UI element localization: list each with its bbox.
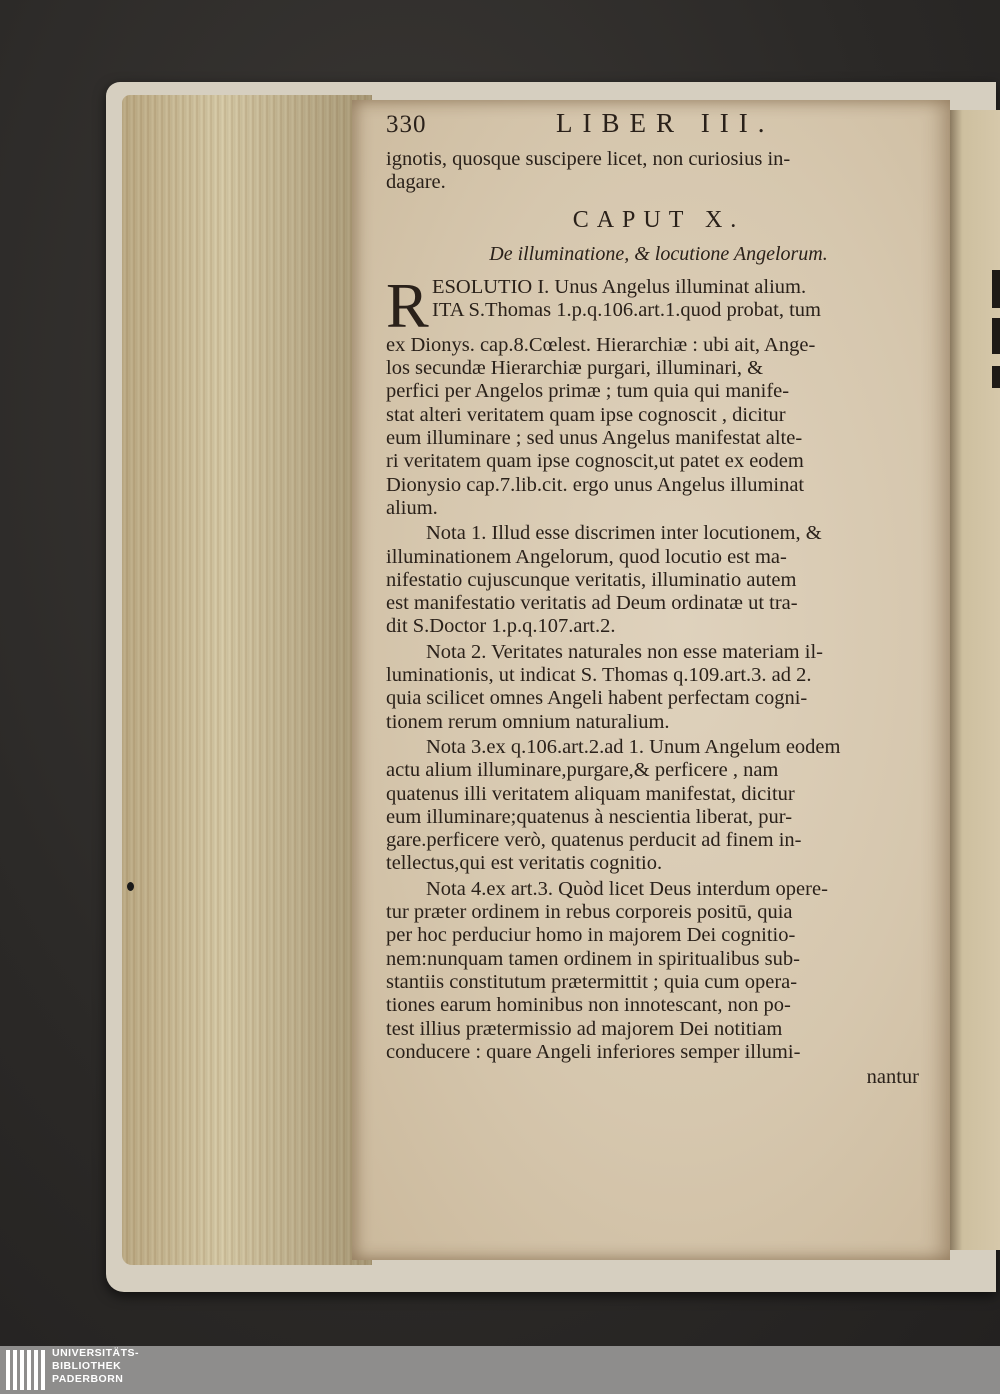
page-number: 330 xyxy=(386,111,427,138)
text-line: Dionysio cap.7.lib.cit. ergo unus Angelus illuminat xyxy=(386,473,805,496)
text-line: Nota 1. Illud esse discrimen inter locutionem, & xyxy=(426,522,822,545)
text-line: conducere : quare Angeli inferiores semper illumi- xyxy=(386,1040,801,1063)
resolutio-paragraph xyxy=(386,269,931,341)
text-line: quatenus illi veritatem aliquam manifestat, dicitur xyxy=(386,782,795,805)
text-line: Nota 3.ex q.106.art.2.ad 1. Unum Angelum eodem xyxy=(426,735,841,758)
library-name-line: PADERBORN xyxy=(52,1373,124,1385)
text-line: nem:nunquam tamen ordinem in spiritualibus sub- xyxy=(386,947,800,970)
facing-page-letter xyxy=(992,366,1000,388)
text-line: tur præter ordinem in rebus corporeis positū, quia xyxy=(386,901,793,924)
text-line: ignotis, quosque suscipere licet, non curiosius in- xyxy=(386,148,791,170)
text-line: los secundæ Hierarchiæ purgari, illuminari, & xyxy=(386,357,764,380)
continuation-paragraph xyxy=(386,148,931,195)
text-line: gare.perficere verò, quatenus perducit ad finem in- xyxy=(386,829,802,852)
nota-1-paragraph xyxy=(386,522,931,638)
text-line: tellectus,qui est veritatis cognitio. xyxy=(386,852,663,875)
text-line: ri veritatem quam ipse cognoscit,ut patet ex eodem xyxy=(386,450,804,473)
text-line: dagare. xyxy=(386,171,446,194)
text-line: tiones earum hominibus non innotescant, non po- xyxy=(386,994,791,1017)
text-line: ex Dionys. cap.8.Cœlest. Hierarchiæ : ubi ait, Ange- xyxy=(386,333,816,356)
text-line: quia scilicet omnes Angeli habent perfectam cogni- xyxy=(386,687,808,710)
library-footer-bar xyxy=(0,1346,1000,1394)
text-line: eum illuminare;quatenus à nescientia liberat, pur- xyxy=(386,805,793,828)
library-name-line: UNIVERSITÄTS- xyxy=(52,1347,140,1359)
text-line: actu alium illuminare,purgare,& perficere , nam xyxy=(386,759,779,782)
drop-cap: R xyxy=(386,269,429,341)
text-line: tionem rerum omnium naturalium. xyxy=(386,710,670,733)
text-line: per hoc perduciur homo in majorem Dei cognitio- xyxy=(386,924,796,947)
text-line: luminationis, ut indicat S. Thomas q.109.art.3. ad 2. xyxy=(386,664,812,687)
page-header xyxy=(386,108,931,148)
library-logo-icon xyxy=(4,1350,46,1390)
facing-page-letter xyxy=(992,318,1000,354)
chapter-subtitle: De illuminatione, & locutione Angelorum. xyxy=(489,242,828,265)
binding-hole xyxy=(127,882,134,891)
page-text xyxy=(386,108,931,1089)
library-name-line: BIBLIOTHEK xyxy=(52,1360,122,1372)
text-line: stantiis constitutum prætermittit ; quia cum opera- xyxy=(386,970,798,993)
nota-2-paragraph xyxy=(386,641,931,734)
text-line: Nota 2. Veritates naturales non esse materiam il- xyxy=(426,640,823,663)
library-name xyxy=(52,1347,139,1386)
text-line: Nota 4.ex art.3. Quòd licet Deus interdum opere- xyxy=(426,877,828,900)
chapter-title: CAPUT X. xyxy=(572,206,745,233)
nota-3-paragraph xyxy=(386,736,931,876)
page-block-shading xyxy=(122,95,372,1265)
text-line: nifestatio cujuscunque veritatis, illuminatio autem xyxy=(386,568,797,591)
nota-4-paragraph xyxy=(386,878,931,1064)
text-line: ITA S.Thomas 1.p.q.106.art.1.quod probat, tum xyxy=(432,299,821,322)
facing-page-letter xyxy=(992,290,1000,308)
resolutio-paragraph-cont xyxy=(386,334,931,520)
text-line: illuminationem Angelorum, quod locutio est ma- xyxy=(386,545,787,568)
text-line: perfici per Angelos primæ ; tum quia qui manife- xyxy=(386,380,790,403)
text-line: stat alteri veritatem quam ipse cognoscit , dicitur xyxy=(386,403,786,426)
text-line: test illius prætermissio ad majorem Dei notitiam xyxy=(386,1017,783,1040)
text-line: ESOLUTIO I. Unus Angelus illuminat alium. xyxy=(432,275,807,298)
catchword: nantur xyxy=(866,1066,919,1089)
text-line: est manifestatio veritatis ad Deum ordinatæ ut tra- xyxy=(386,592,798,615)
running-head: LIBER III. xyxy=(556,108,775,138)
text-line: alium. xyxy=(386,496,438,519)
text-line: dit S.Doctor 1.p.q.107.art.2. xyxy=(386,615,616,638)
text-line: eum illuminare ; sed unus Angelus manifestat alte- xyxy=(386,427,803,450)
